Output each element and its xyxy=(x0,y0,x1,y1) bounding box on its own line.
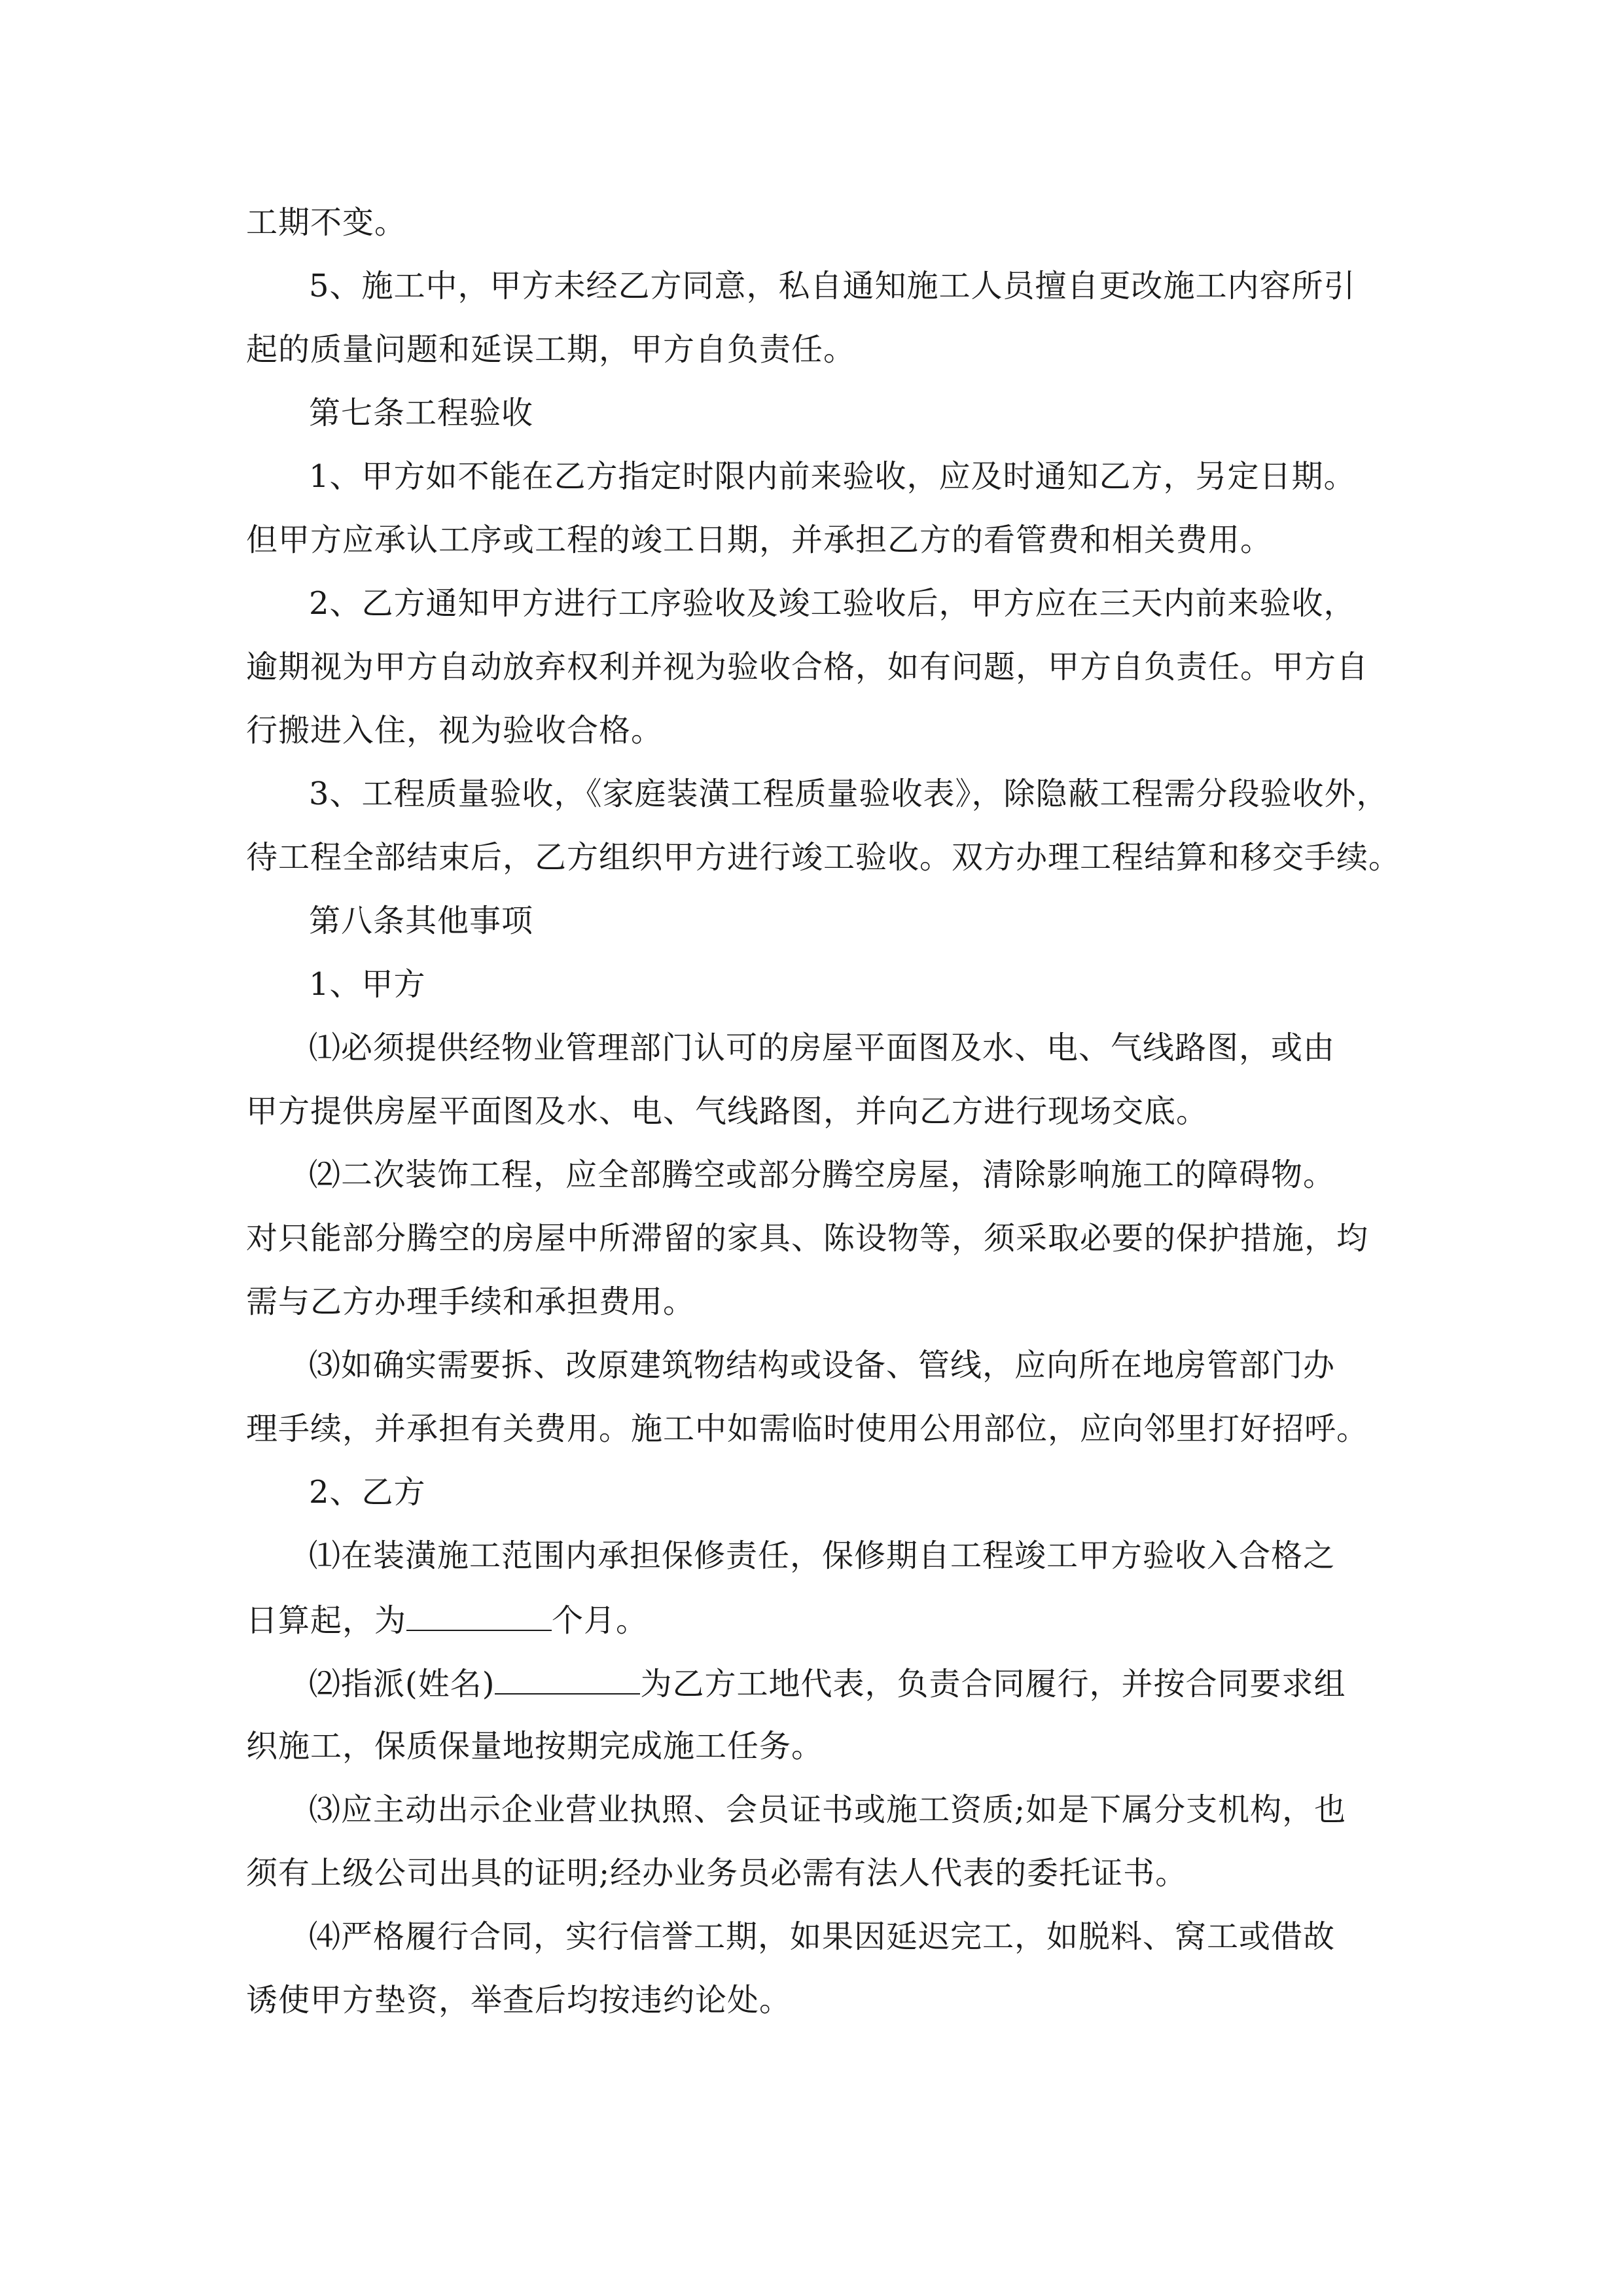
party-a-heading: 1、甲方 xyxy=(309,966,426,1003)
article-7-item-2-line-2: 逾期视为甲方自动放弃权利并视为验收合格，如有问题，甲方自负责任。甲方自 xyxy=(246,649,1369,685)
clause-5-line-2: 起的质量问题和延误工期，甲方自负责任。 xyxy=(246,331,856,368)
site-representative-line xyxy=(309,1663,1346,1704)
warranty-period-line xyxy=(246,1600,648,1640)
party-b-heading: 2、乙方 xyxy=(309,1474,426,1511)
site-representative-text-before: ⑵指派(姓名) xyxy=(309,1666,495,1702)
party-b-item-3-line-2: 须有上级公司出具的证明;经办业务员必需有法人代表的委托证书。 xyxy=(246,1855,1188,1892)
article-8-heading: 第八条其他事项 xyxy=(309,903,534,939)
article-7-item-1-line-1: 1、甲方如不能在乙方指定时限内前来验收，应及时通知乙方，另定日期。 xyxy=(309,458,1356,495)
clause-5-line-1: 5、施工中，甲方未经乙方同意，私自通知施工人员擅自更改施工内容所引 xyxy=(309,268,1356,304)
warranty-period-text-after: 个月。 xyxy=(552,1602,649,1639)
party-a-item-1-line-2: 甲方提供房屋平面图及水、电、气线路图，并向乙方进行现场交底。 xyxy=(246,1093,1209,1130)
party-b-item-3-line-1: ⑶应主动出示企业营业执照、会员证书或施工资质;如是下属分支机构，也 xyxy=(309,1791,1347,1828)
party-b-item-4-line-1: ⑷严格履行合同，实行信誉工期，如果因延迟完工，如脱料、窝工或借故 xyxy=(309,1918,1336,1955)
party-a-item-3-line-1: ⑶如确实需要拆、改原建筑物结构或设备、管线，应向所在地房管部门办 xyxy=(309,1347,1336,1384)
party-a-item-1-line-1: ⑴必须提供经物业管理部门认可的房屋平面图及水、电、气线路图，或由 xyxy=(309,1030,1336,1066)
warranty-months-blank[interactable] xyxy=(406,1600,552,1631)
warranty-period-text-before: 日算起，为 xyxy=(246,1602,407,1639)
article-7-item-3-line-2: 待工程全部结束后，乙方组织甲方进行竣工验收。双方办理工程结算和移交手续。 xyxy=(246,839,1401,876)
representative-name-blank[interactable] xyxy=(495,1663,640,1695)
site-representative-text-after: 为乙方工地代表，负责合同履行，并按合同要求组 xyxy=(640,1666,1346,1702)
party-a-item-2-line-1: ⑵二次装饰工程，应全部腾空或部分腾空房屋，清除影响施工的障碍物。 xyxy=(309,1157,1336,1193)
party-b-item-1-line-1: ⑴在装潢施工范围内承担保修责任，保修期自工程竣工甲方验收入合格之 xyxy=(309,1537,1336,1574)
party-a-item-3-line-2: 理手续，并承担有关费用。施工中如需临时使用公用部位，应向邻里打好招呼。 xyxy=(246,1410,1369,1447)
article-7-item-3-line-1: 3、工程质量验收，《家庭装潢工程质量验收表》，除隐蔽工程需分段验收外， xyxy=(309,776,1389,812)
text-line: 工期不变。 xyxy=(246,204,407,241)
article-7-item-2-line-3: 行搬进入住，视为验收合格。 xyxy=(246,712,664,749)
party-b-item-2-line-2: 织施工，保质保量地按期完成施工任务。 xyxy=(246,1728,824,1765)
party-a-item-2-line-3: 需与乙方办理手续和承担费用。 xyxy=(246,1283,696,1320)
party-b-item-4-line-2: 诱使甲方垫资，举查后均按违约论处。 xyxy=(246,1982,792,2018)
article-7-heading: 第七条工程验收 xyxy=(309,395,534,431)
article-7-item-2-line-1: 2、乙方通知甲方进行工序验收及竣工验收后，甲方应在三天内前来验收， xyxy=(309,585,1356,622)
party-a-item-2-line-2: 对只能部分腾空的房屋中所滞留的家具、陈设物等，须采取必要的保护措施，均 xyxy=(246,1220,1369,1257)
article-7-item-1-line-2: 但甲方应承认工序或工程的竣工日期，并承担乙方的看管费和相关费用。 xyxy=(246,522,1273,558)
